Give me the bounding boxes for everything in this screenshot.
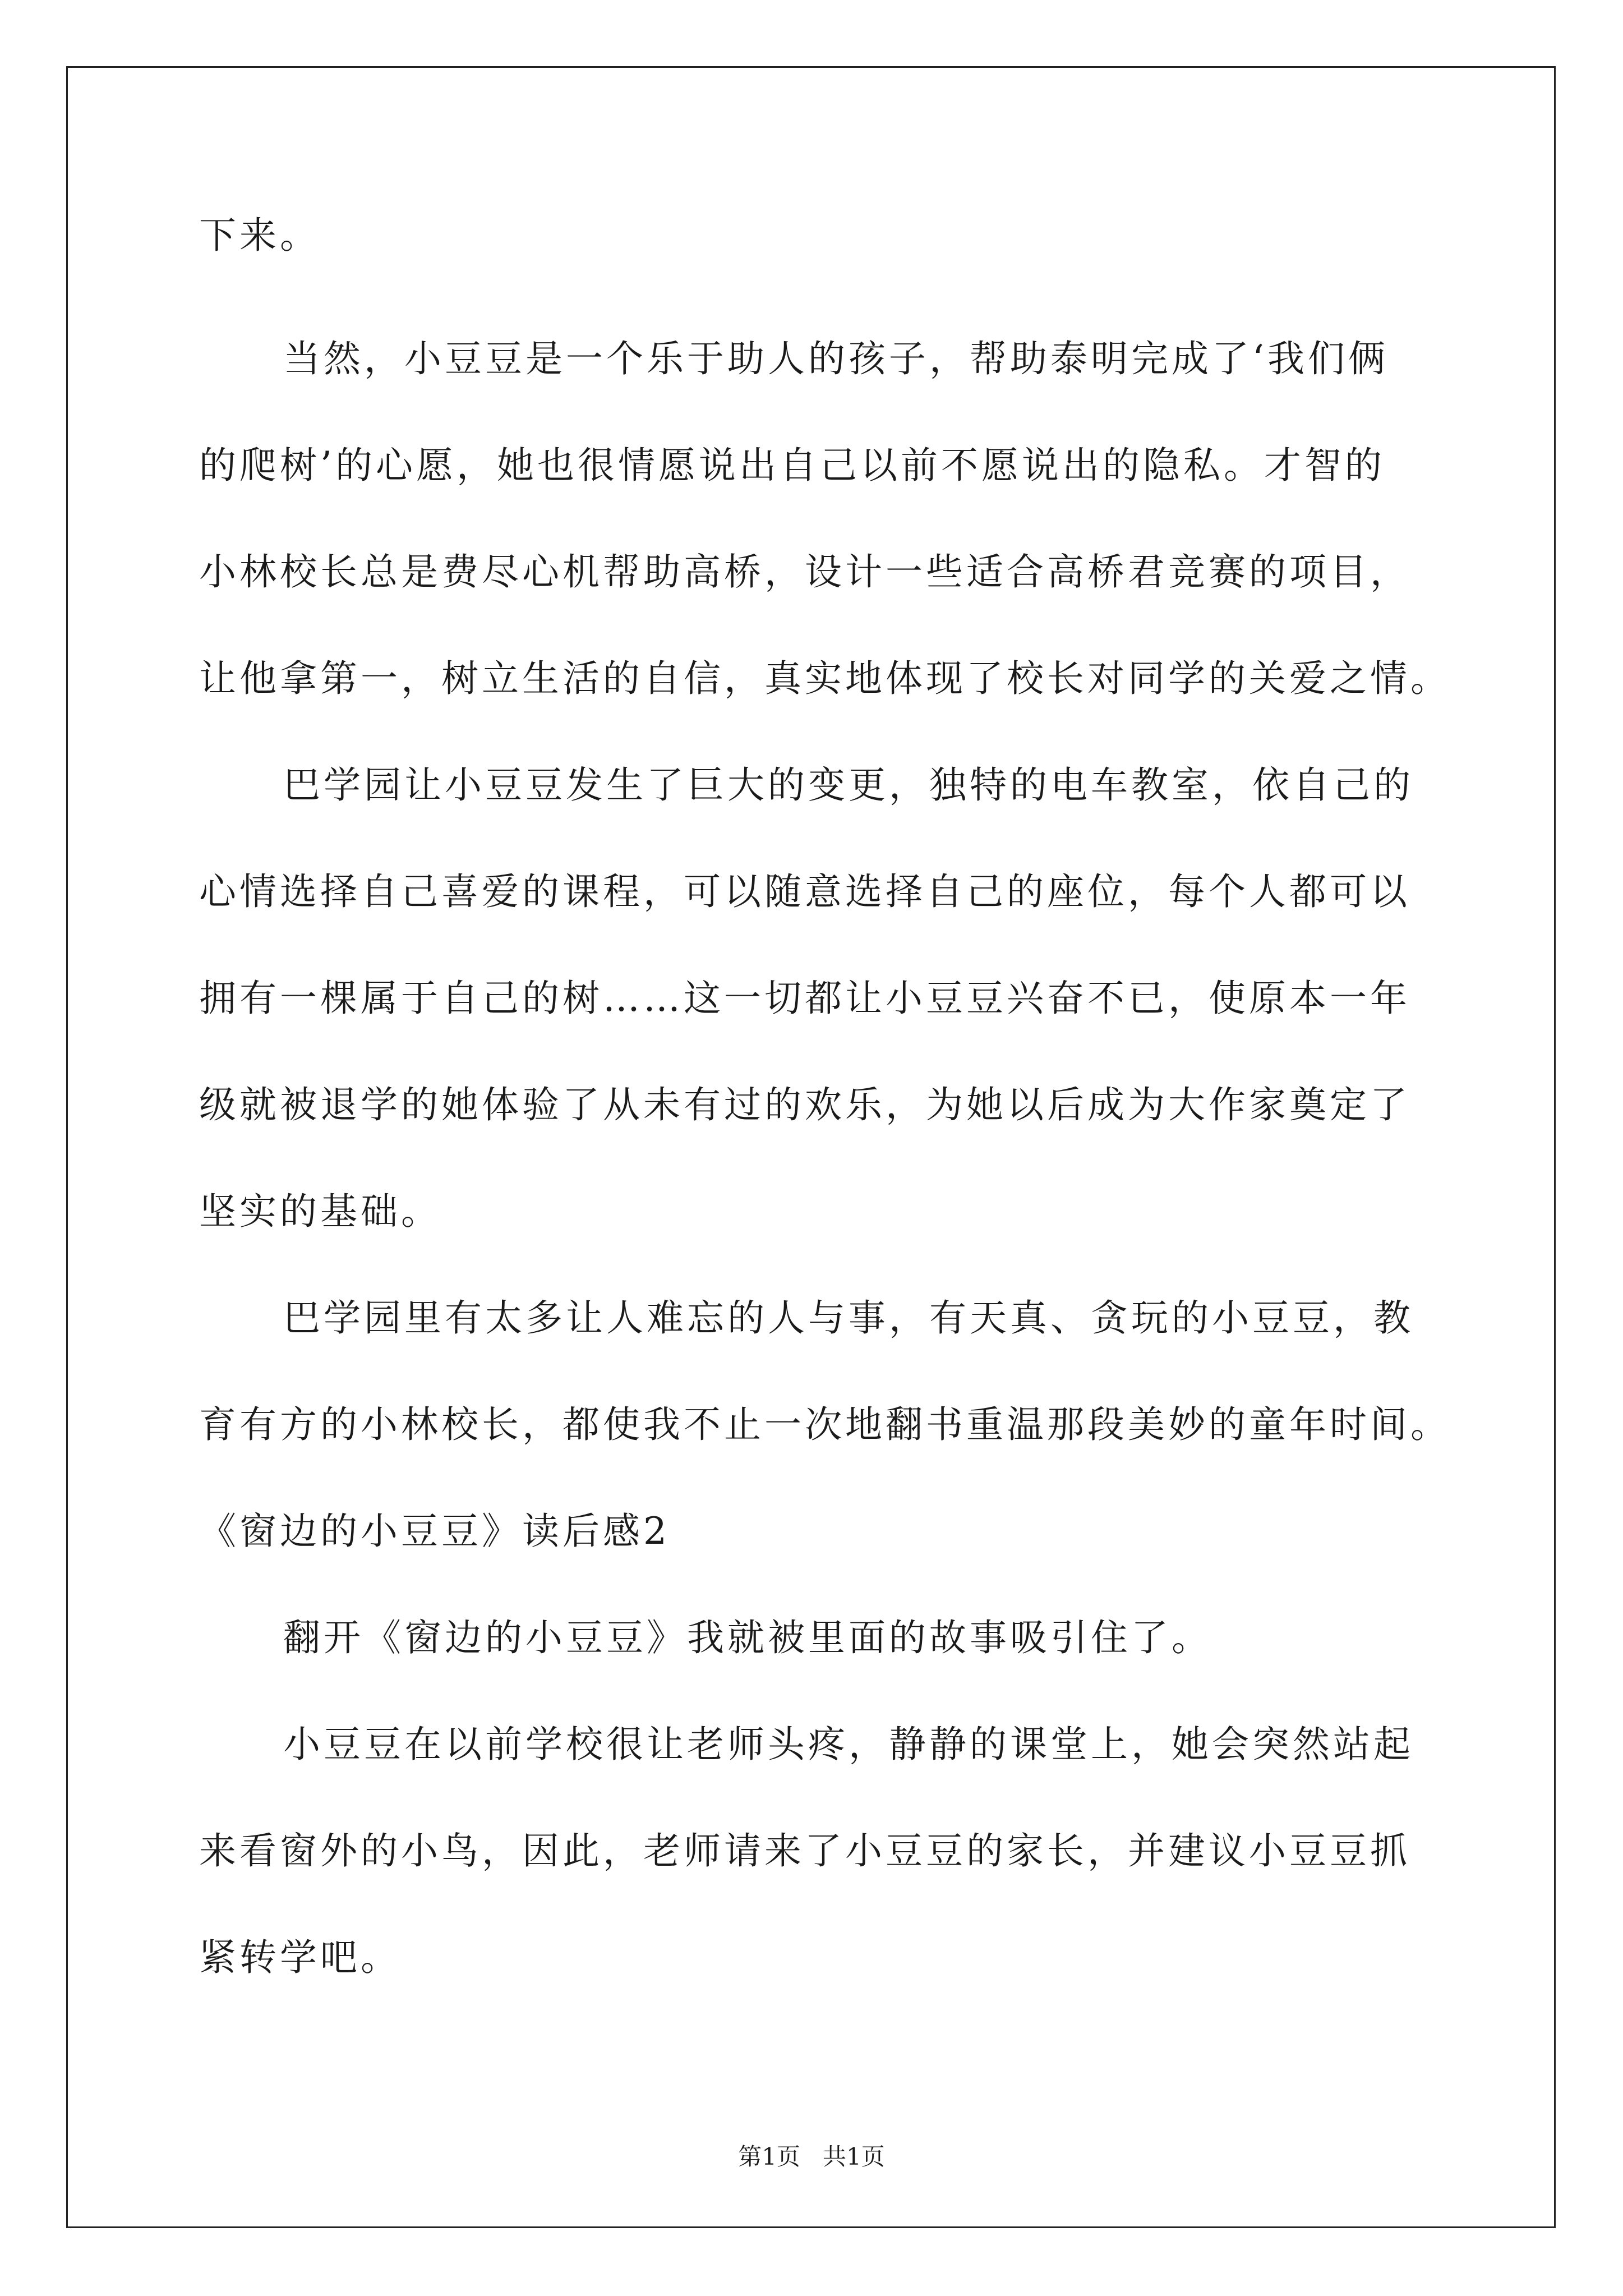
text-line: 拥有一棵属于自己的树……这一切都让小豆豆兴奋不已，使原本一年 xyxy=(199,977,1410,1020)
page-footer: 第1页 共1页 xyxy=(738,2143,885,2170)
text-line: 的爬树’的心愿，她也很情愿说出自己以前不愿说出的隐私。才智的 xyxy=(199,444,1385,487)
paragraph-first-line: 小豆豆在以前学校很让老师头疼，静静的课堂上，她会突然站起 xyxy=(283,1723,1414,1766)
page-border xyxy=(66,66,1556,2228)
text-line: 让他拿第一，树立生活的自信，真实地体现了校长对同学的关爱之情。 xyxy=(199,657,1451,700)
text-line: 紧转学吧。 xyxy=(199,1936,401,1979)
text-line: 级就被退学的她体验了从未有过的欢乐，为她以后成为大作家奠定了 xyxy=(199,1083,1410,1126)
text-line: 下来。 xyxy=(199,214,320,257)
text-line: 心情选择自己喜爱的课程，可以随意选择自己的座位，每个人都可以 xyxy=(199,870,1410,913)
text-line: 坚实的基础。 xyxy=(199,1190,441,1233)
paragraph-first-line: 当然，小豆豆是一个乐于助人的孩子，帮助泰明完成了‘我们俩 xyxy=(283,337,1389,380)
text-line: 小林校长总是费尽心机帮助高桥，设计一些适合高桥君竞赛的项目， xyxy=(199,550,1410,593)
section-heading: 《窗边的小豆豆》读后感2 xyxy=(199,1510,670,1553)
text-line: 育有方的小林校长，都使我不止一次地翻书重温那段美妙的童年时间。 xyxy=(199,1403,1451,1446)
paragraph-first-line: 翻开《窗边的小豆豆》我就被里面的故事吸引住了。 xyxy=(283,1616,1212,1659)
paragraph-first-line: 巴学园让小豆豆发生了巨大的变更，独特的电车教室，依自己的 xyxy=(283,763,1414,807)
paragraph-first-line: 巴学园里有太多让人难忘的人与事，有天真、贪玩的小豆豆，教 xyxy=(283,1296,1414,1340)
text-line: 来看窗外的小鸟，因此，老师请来了小豆豆的家长，并建议小豆豆抓 xyxy=(199,1829,1410,1872)
